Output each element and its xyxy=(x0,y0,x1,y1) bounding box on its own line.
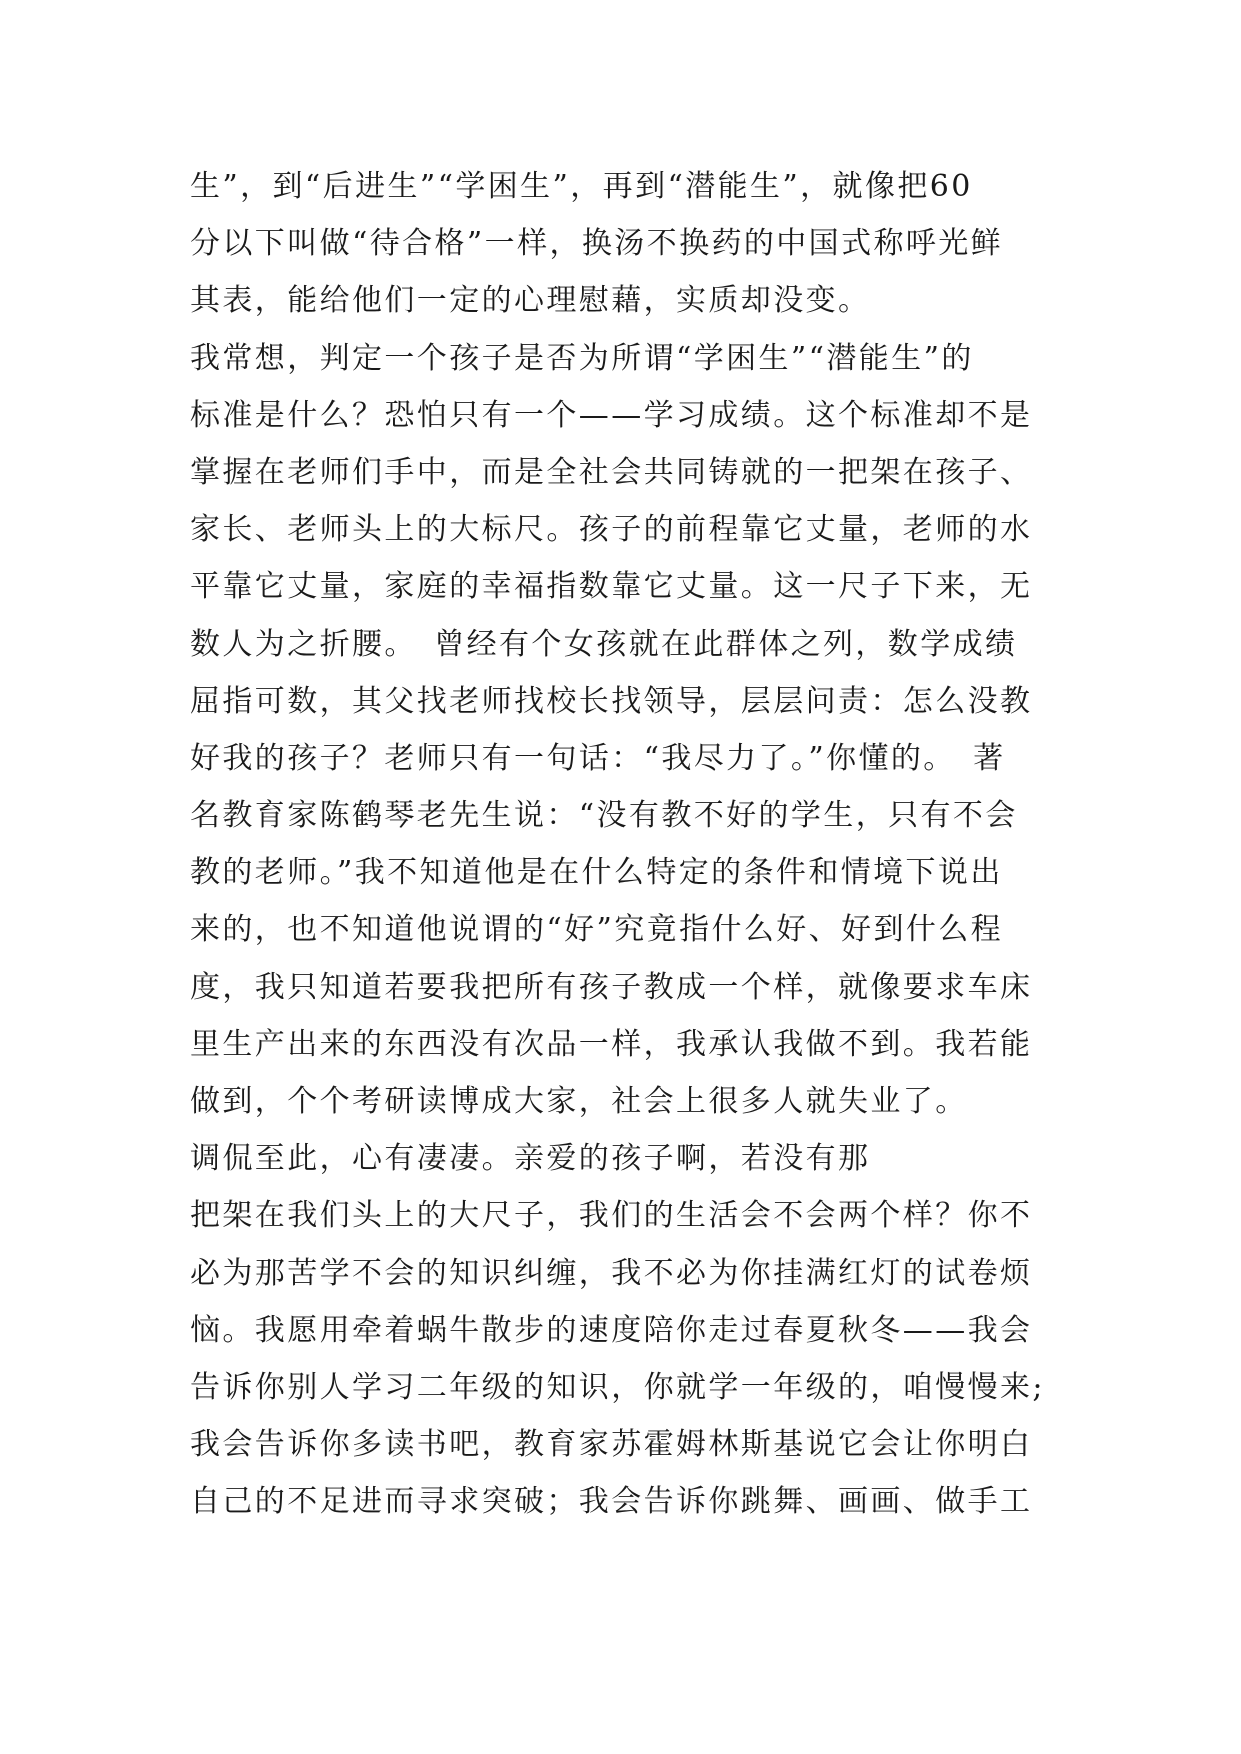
text-line: 来的，也不知道他说谓的“好”究竟指什么好、好到什么程 xyxy=(190,912,1004,948)
text-line: 我会告诉你多读书吧，教育家苏霍姆林斯基说它会让你明白 xyxy=(190,1427,1033,1463)
text-line: 标准是什么？恐怕只有一个——学习成绩。这个标准却不是 xyxy=(190,397,1033,433)
text-line: 掌握在老师们手中，而是全社会共同铸就的一把架在孩子、 xyxy=(190,454,1033,490)
text-line: 恼。我愿用牵着蜗牛散步的速度陪你走过春夏秋冬——我会 xyxy=(190,1312,1033,1348)
text-line: 分以下叫做“待合格”一样，换汤不换药的中国式称呼光鲜 xyxy=(190,226,1004,262)
text-line: 把架在我们头上的大尺子，我们的生活会不会两个样？你不 xyxy=(190,1198,1033,1234)
text-line: 我常想，判定一个孩子是否为所谓“学困生”“潜能生”的 xyxy=(190,340,974,376)
text-line: 做到，个个考研读博成大家，社会上很多人就失业了。 xyxy=(190,1084,968,1119)
text-line: 平靠它丈量，家庭的幸福指数靠它丈量。这一尺子下来，无 xyxy=(190,569,1033,605)
text-line: 生”，到“后进生”“学困生”，再到“潜能生”，就像把60 xyxy=(190,169,973,204)
text-line: 必为那苦学不会的知识纠缠，我不必为你挂满红灯的试卷烦 xyxy=(190,1255,1033,1291)
text-line: 名教育家陈鹤琴老先生说：“没有教不好的学生，只有不会 xyxy=(190,798,1018,834)
body-text xyxy=(190,158,1070,1531)
text-line: 其表，能给他们一定的心理慰藉，实质却没变。 xyxy=(190,283,871,319)
text-line: 告诉你别人学习二年级的知识，你就学一年级的，咱慢慢来; xyxy=(190,1369,1045,1405)
text-line: 数人为之折腰。 曾经有个女孩就在此群体之列，数学成绩 xyxy=(190,626,1018,662)
text-line: 屈指可数，其父找老师找校长找领导，层层问责：怎么没教 xyxy=(190,683,1033,719)
text-line: 家长、老师头上的大标尺。孩子的前程靠它丈量，老师的水 xyxy=(190,512,1033,548)
text-line: 里生产出来的东西没有次品一样，我承认我做不到。我若能 xyxy=(190,1026,1033,1062)
text-line: 度，我只知道若要我把所有孩子教成一个样，就像要求车床 xyxy=(190,969,1033,1005)
text-line: 自己的不足进而寻求突破；我会告诉你跳舞、画画、做手工 xyxy=(190,1484,1033,1520)
text-line: 好我的孩子？老师只有一句话：“我尽力了。”你懂的。 著 xyxy=(190,740,1006,776)
text-line: 调侃至此，心有凄凄。亲爱的孩子啊，若没有那 xyxy=(190,1141,871,1177)
text-line: 教的老师。”我不知道他是在什么特定的条件和情境下说出 xyxy=(190,855,1003,891)
